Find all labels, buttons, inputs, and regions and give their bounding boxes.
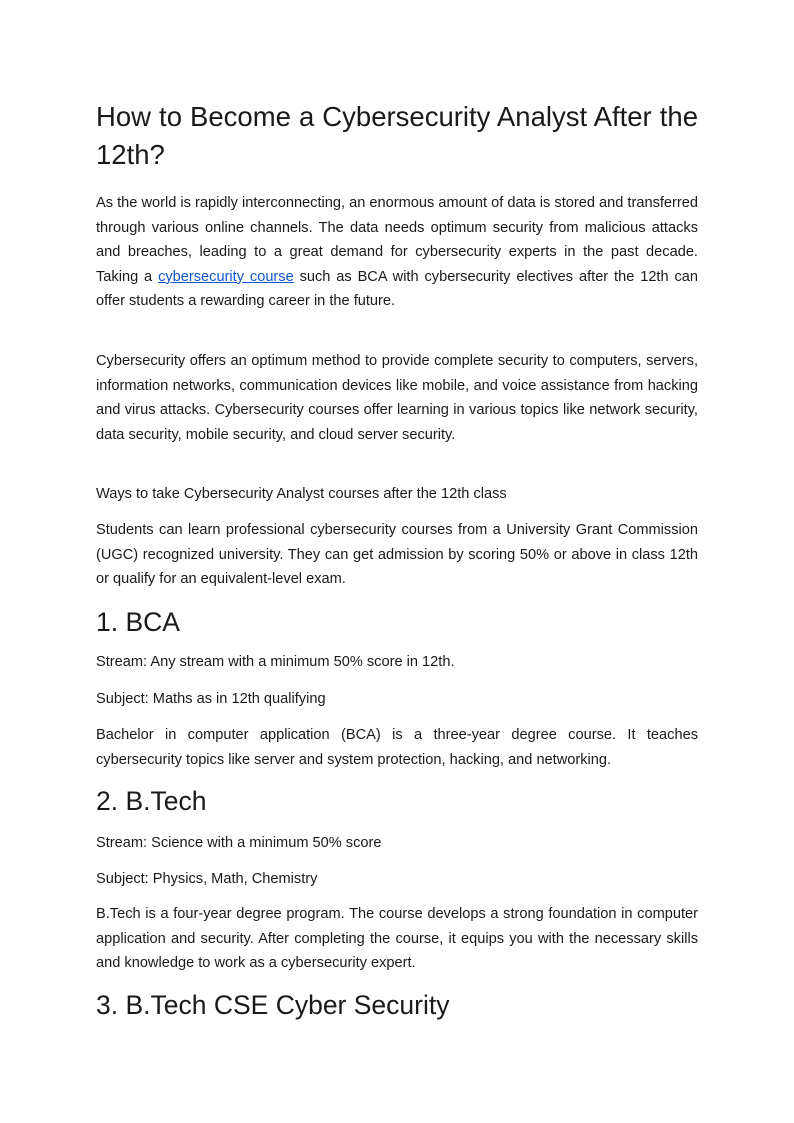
intro-paragraph [96,191,698,314]
bca-subject: Subject: Maths as in 12th qualifying [96,691,326,707]
btech-description: B.Tech is a four-year degree program. The course develops a strong foundation in computer application and security. After completing the course, it equips you with the necessary skills and knowledge to work as a cybersecurity expert. [96,906,698,971]
btech-stream: Stream: Science with a minimum 50% score [96,835,382,851]
page-title: How to Become a Cybersecurity Analyst After the 12th? [96,101,698,170]
bca-description: Bachelor in computer application (BCA) is a three-year degree course. It teaches cybersecurity topics like server and system protection, hacking, and networking. [96,727,698,768]
paragraph-ways: Ways to take Cybersecurity Analyst courses after the 12th class [96,486,507,502]
bca-stream: Stream: Any stream with a minimum 50% score in 12th. [96,654,455,670]
cybersecurity-course-link[interactable]: cybersecurity course [158,268,294,285]
intro-text-end: such as BCA with cybersecurity electives after the 12th can offer students a rewarding career in the future. [96,268,699,309]
section-heading-bca: 1. BCA [96,607,180,637]
paragraph-overview: Cybersecurity offers an optimum method to provide complete security to computers, servers, information networks, communication devices like mobile, and voice assistance from hacking and virus attacks. Cybersecurity courses offer learning in various topics like network security, data security, mobile security, and cloud server security. [96,353,698,443]
section-heading-btech: 2. B.Tech [96,786,207,816]
intro-text: As the world is rapidly interconnecting, an enormous amount of data is stored and transferred through various online channels. The data needs optimum security from malicious attacks and breaches, leading to a great demand for cybersecurity experts in the past decade. Taking a [96,195,698,285]
paragraph-admission: Students can learn professional cybersecurity courses from a University Grant Commission (UGC) recognized university. They can get admission by scoring 50% or above in class 12th or qualify for an equivalent-level exam. [96,522,698,587]
btech-subject: Subject: Physics, Math, Chemistry [96,871,318,887]
section-heading-btech-cse: 3. B.Tech CSE Cyber Security [96,990,450,1020]
